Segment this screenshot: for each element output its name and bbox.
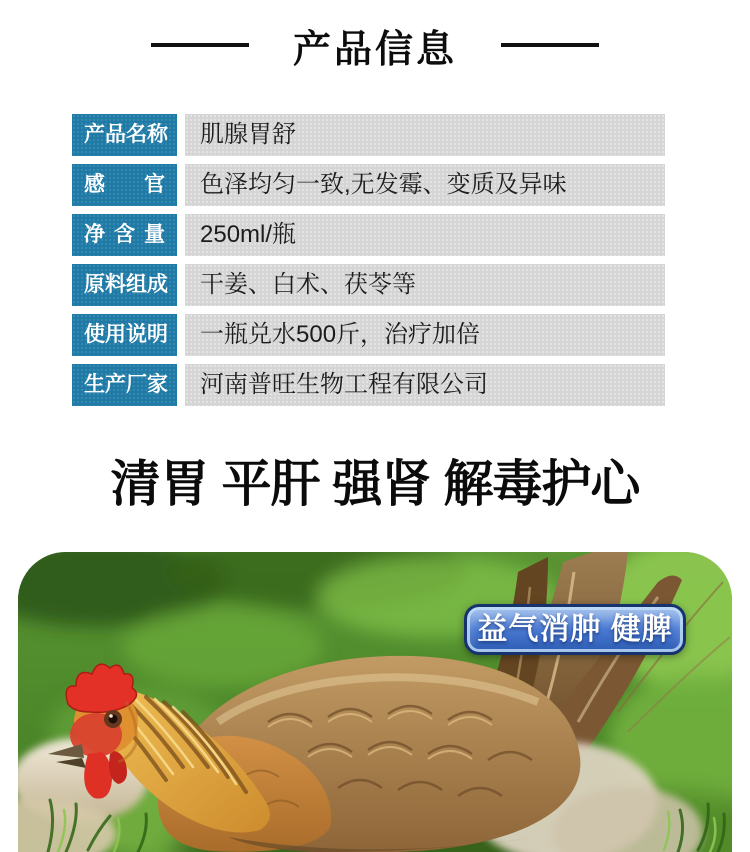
spec-value: 河南普旺生物工程有限公司 [185, 364, 665, 406]
spec-label: 产品名称 [72, 114, 177, 156]
spec-value: 250ml/瓶 [185, 214, 665, 256]
spec-value: 干姜、白术、茯苓等 [185, 264, 665, 306]
title-line-left [151, 43, 249, 47]
page-title: 产品信息 [292, 28, 457, 71]
spec-value: 色泽均匀一致,无发霉、变质及异味 [185, 164, 665, 206]
spec-row-sensory [72, 164, 665, 206]
spec-row-manufacturer [72, 364, 665, 406]
spec-value: 肌腺胃舒 [185, 114, 665, 156]
spec-label: 生产厂家 [72, 364, 177, 406]
spec-label: 使用说明 [72, 314, 177, 356]
spec-row-net-content [72, 214, 665, 256]
spec-row-usage [72, 314, 665, 356]
slogan-text: 清胃 平肝 强肾 解毒护心 [110, 456, 640, 512]
spec-label: 原料组成 [72, 264, 177, 306]
spec-value: 一瓶兑水500斤，治疗加倍 [185, 314, 665, 356]
hen-illustration [18, 552, 732, 852]
benefit-badge: 益气消肿 健脾 [464, 604, 686, 655]
spec-label: 净含量 [72, 214, 177, 256]
product-spec-table [72, 114, 665, 406]
spec-label: 感官 [72, 164, 177, 206]
spec-row-product-name [72, 114, 665, 156]
section-header [0, 0, 750, 90]
spec-row-ingredients [72, 264, 665, 306]
hero-image [18, 552, 732, 852]
title-line-right [501, 43, 599, 47]
